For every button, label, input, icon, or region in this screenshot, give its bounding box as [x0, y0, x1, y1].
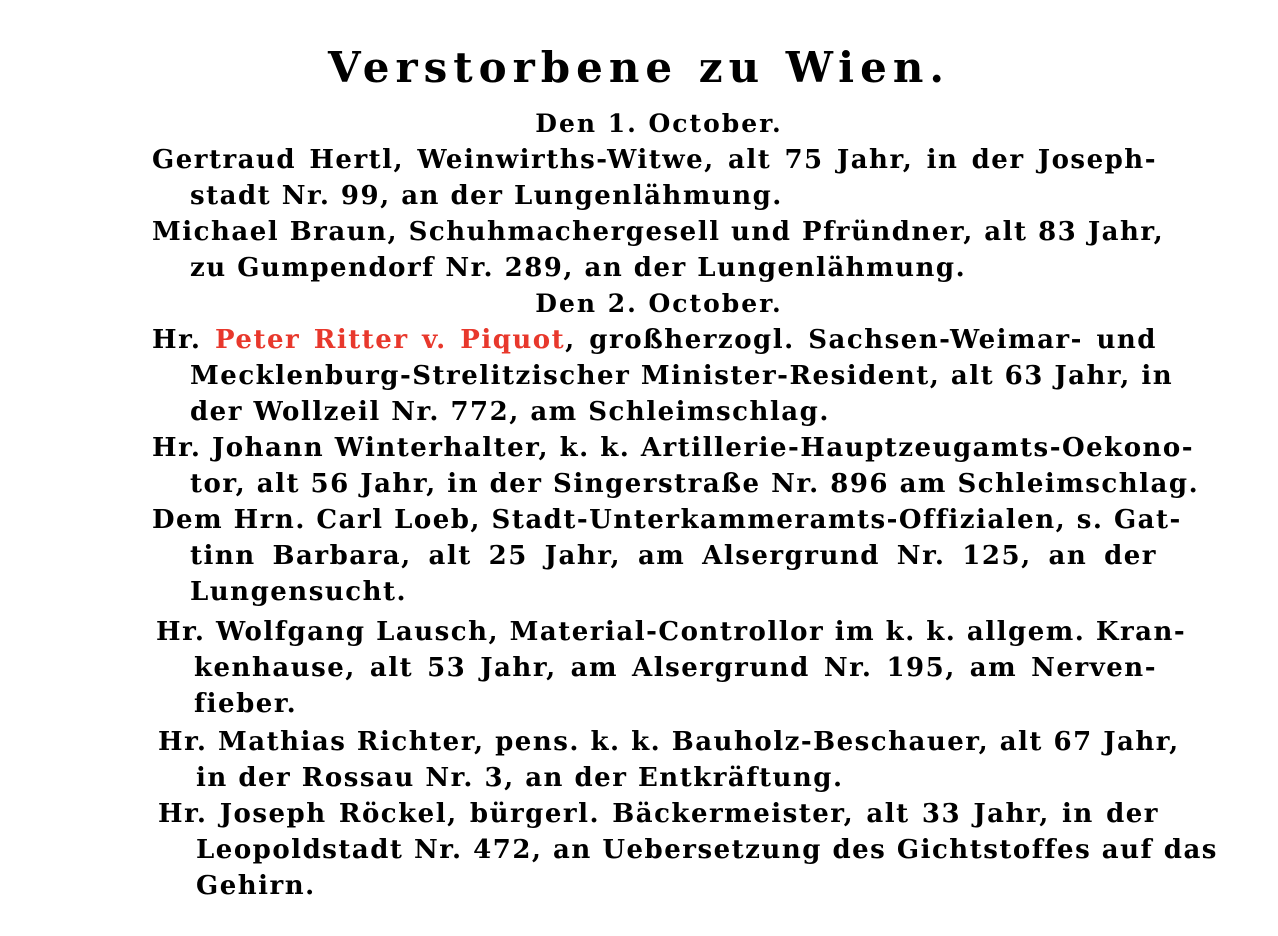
entry-line: Michael Braun, Schuhmachergesell und Pfründner, alt 83 Jahr, [152, 217, 1165, 247]
page-title: Verstorbene zu Wien. [327, 43, 950, 92]
date-heading-2: Den 2. October. [535, 289, 783, 318]
entry-line: zu Gumpendorf Nr. 289, an der Lungenlähmung. [190, 253, 967, 283]
date-heading-1: Den 1. October. [535, 109, 783, 138]
obituary-entry-winterhalter [152, 430, 1200, 502]
obituary-entry-braun [152, 214, 1165, 286]
entry-line: der Wollzeil Nr. 772, am Schleimschlag. [190, 397, 830, 427]
entry-line: Leopoldstadt Nr. 472, an Uebersetzung des Gichtstoffes auf das [196, 835, 1218, 865]
entry-line: Dem Hrn. Carl Loeb, Stadt-Unterkammeramts-Offizialen, s. Gat- [152, 505, 1182, 535]
entry-line: Hr. Johann Winterhalter, k. k. Artillerie-Hauptzeugamts-Oekono- [152, 433, 1195, 463]
obituary-entry-lausch [156, 614, 1187, 722]
entry-line: Hr. Joseph Röckel, bürgerl. Bäckermeister, alt 33 Jahr, in der [158, 799, 1159, 829]
entry-prefix: Hr. [152, 325, 202, 355]
entry-line: stadt Nr. 99, an der Lungenlähmung. [190, 181, 783, 211]
entry-line: in der Rossau Nr. 3, an der Entkräftung. [196, 763, 844, 793]
entry-first-line [152, 322, 1157, 358]
entry-rest: , großherzogl. Sachsen-Weimar- und [565, 325, 1157, 355]
entry-line: fieber. [194, 689, 298, 719]
entry-line: kenhause, alt 53 Jahr, am Alsergrund Nr. 195, am Nerven- [194, 653, 1157, 683]
obituary-entry-piquot [152, 322, 1174, 430]
entry-line: Hr. Mathias Richter, pens. k. k. Bauholz-Beschauer, alt 67 Jahr, [158, 727, 1180, 757]
entry-line: Gertraud Hertl, Weinwirths-Witwe, alt 75 Jahr, in der Joseph- [152, 145, 1157, 175]
highlighted-name: Peter Ritter v. Piquot [215, 325, 566, 355]
entry-line: Lungensucht. [190, 577, 408, 607]
entry-line: Gehirn. [196, 871, 316, 901]
obituary-entry-loeb [152, 502, 1182, 610]
obituary-entry-richter [158, 724, 1180, 796]
entry-line: tinn Barbara, alt 25 Jahr, am Alsergrund Nr. 125, an der [190, 541, 1157, 571]
entry-line: tor, alt 56 Jahr, in der Singerstraße Nr. 896 am Schleimschlag. [190, 469, 1200, 499]
obituary-entry-roeckel [158, 796, 1218, 904]
entry-line: Hr. Wolfgang Lausch, Material-Controllor im k. k. allgem. Kran- [156, 617, 1187, 647]
obituary-entry-hertl [152, 142, 1157, 214]
entry-line: Mecklenburg-Strelitzischer Minister-Resident, alt 63 Jahr, in [190, 361, 1174, 391]
